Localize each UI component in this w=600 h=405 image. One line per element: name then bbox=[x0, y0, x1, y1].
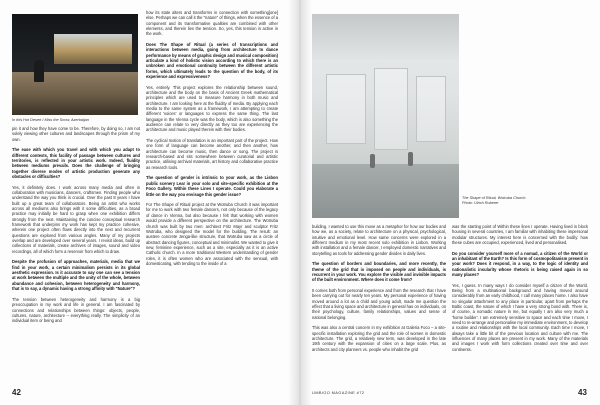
right-photo-caption-title: The Shape of Ritual, Wotruba Church. bbox=[462, 196, 527, 200]
interview-answer: pin it and how they have come to be. Therefore, by doing so, I am not solely viewing other cultures and landscapes through the prism of my own. bbox=[12, 126, 140, 142]
interview-answer: was the starting point of Within these lines I operate. Having lived in block housing in several countries, I am familiar with inhabiting these impersonal modular structures. My interest here is concerned with the bodily: how these cubes are occupied, experienced, lived and personalised. bbox=[452, 224, 588, 246]
photo-person bbox=[408, 152, 413, 166]
photo-person bbox=[370, 154, 375, 168]
interview-answer: This was also a central concern in my exhibition at Galeria Foco – a site-specific installation exploring the grid and the role of women in domestic architecture. The grid, a relatively new term, was developed in the late 19th century with the expansion of cities on a large scale. Plus, as architects and city planners vs. people who inhabit the grid bbox=[312, 325, 446, 352]
left-page-column-1 bbox=[12, 126, 140, 384]
interview-answer: The cyclical motion of translation is an important part of the project. How one form of language can become another, and then another, how architecture can become music, then dance or song. The project is research-based and sits somewhere between curatorial and artistic practice, utilising archival materials, art history and collaborative practice as research tools. bbox=[146, 138, 278, 170]
right-page-column-1 bbox=[312, 224, 446, 384]
photo-projection-screen bbox=[54, 34, 132, 64]
right-page-column-2 bbox=[452, 224, 588, 384]
interview-answer: The tension between heterogeneity and harmony is a big preoccupation in my work and life in general. I am fascinated by connections and relationships between things: objects, people, cultures, nature, architecture – everything really. The simplicity of an individual item or being and bbox=[12, 296, 140, 324]
photo-ceiling bbox=[312, 14, 459, 60]
right-photo-caption bbox=[462, 196, 588, 205]
interview-question: The question of borders and boundaries, and more recently, the theme of the grid that is imposed on people and individuals, is recurrent in your work. You explore the visible and invisible impacts of the built environment. Where does it come from? bbox=[312, 261, 446, 283]
interview-answer: It comes both from personal experience and from the research that I have been carrying out for nearly ten years. My personal experience of having moved around a lot as a child and young adult, made me question the effect that a living space and architecture in general has on individuals, on their psychology, culture, family relationships, values and sense of national belonging. bbox=[312, 288, 446, 320]
interview-question: Do you consider yourself more of a nomad, a citizen of the World or an inhabitant of the Earth? Is this form of cosmopolitanism present in your work? Does it respond, in a way, to the logic of identity and nationalistic insularity whose rhetoric is being raised again in so many places? bbox=[452, 250, 588, 278]
left-page-number: 42 bbox=[12, 388, 21, 397]
magazine-footer: UMBIGO MAGAZINE #72 bbox=[312, 390, 365, 395]
photo-figure bbox=[34, 60, 44, 82]
interview-question: Does The Shape of Ritual (a series of transcriptions and interactions between media, going from architecture to dance performance by means of graphic design and musical composition) articulate a kind of holistic vision according to which there is an unbroken and emotional continuity between the different artistic forms, which ultimately leads to the question of the body, of its experience and expressiveness? bbox=[146, 42, 278, 80]
photo-window-frame bbox=[374, 68, 408, 150]
photo-concrete-floor bbox=[312, 164, 459, 218]
interview-question: The question of gender is intrinsic to your work, as the Lisbon public scenery Lear in your solo and site-specific exhibition at the Foco Gallery. Within these Lines I operate. Could you elaborate a little on the way you envisage this gender issue? bbox=[146, 175, 278, 197]
interview-question: The ease with which you travel and with which you adapt to different contexts, this facility of passage between cultures and territories, is reflected in your artistic work. Indeed, fluidity between mediums prevails. Does the challenge of bringing together diverse modes of artistic production generate any obstacles or difficulties? bbox=[12, 147, 140, 180]
interview-answer: Yes, entirely. This project explores the relationship between sound, architecture and the body on the basis of Ancient Greek mathematical principles which are used to measure harmony in both music and architecture. I am looking here at the fluidity of media. By applying each media to the same system as a framework, I am attempting to create different 'voices' or languages to express the same thing. The last language in the Vienna cycle was the body, which is also something the audience can relate to very directly as they too are experiencing the architecture and music played therein with their bodies. bbox=[146, 84, 278, 133]
interview-answer: Yes, it definitely does. I work across many media and often in collaboration with musicians, dancers, craftsmen. Finding people who understand the way you think is crucial. Over the past 8 years I have built up a great team of collaborators. Being an artist who works across all mediums also brings with it some difficulties, as a broad practice may initially be hard to grasp when one exhibition differs strongly from the next. Maintaining the concise conceptual research framework that underpins my work has kept my practice cohesive, wherein one project often flows directly into the next and recurrent questions are explored from various angles. Many of my projects overlap and are developed over several years. I revisit ideas, build up collections of materials, create archives of images, sound and video recordings, all of which form a reservoir from which to draw. bbox=[12, 184, 140, 254]
left-page-column-2 bbox=[146, 10, 278, 384]
right-photo-caption-credit: Photo: Ulrich Ruberer bbox=[462, 200, 499, 205]
right-page-photo bbox=[312, 14, 459, 218]
interview-question: Despite the profusion of approaches, materials, media that we find in your work, a certain minimalism persists in its global aesthetic expression. Is it accurate to say one can see a tension at work between the multiple and the unity of the whole, between abundance and cohesion, between heterogeneity and harmony, that is to say, a dynamic having a strong affinity with "Nature"? bbox=[12, 259, 140, 292]
interview-answer: Yes, I guess. In many ways I do consider myself a citizen of the World. Being from a multinational background and having moved around considerably from an early childhood, I call many places home. I also have no singular attachment to any place in particular, apart from perhaps the Baltic coast, the nature of which I have a very strong bond with. There is, of course, a nomadic nature in me, but equally I am also very much a 'home builder'. I am extremely sensitive to space and each time I move, I need to re-arrange and personalise my immediate environment, to develop a routine and relationships with the local community. Each time I move, I always take a little bit of the previous location and culture with me. The influences of many places are present in my work. Many of the materials and images I work with form collections created over time and over continents. bbox=[452, 282, 588, 352]
photo-window-frame bbox=[416, 76, 446, 142]
interview-answer: building. I wanted to use this move as a metaphor for how our bodies and how we, as a society, relate to architecture on a physical, psychological, intuitive and emotional level. How same concerns were explored in a different medium in my most recent solo exhibition in Lisbon. Working with installation and a female dancer, I employed domestic narratives and storytelling as tools for addressing gender divides in daily lives. bbox=[312, 224, 446, 256]
photo-sand-floor bbox=[12, 72, 138, 115]
interview-answer: For The Shape of Ritual project at the Wotruba Church it was important for me to work with two female dancers, not only because of the legacy of dance in Vienna, but also because I felt that working with women would provide a different perspective on the architecture. The Wotruba church was built by two men: architect Fritz Mayr and sculptor Fritz Wotruba, who designed the model for the building. The result: an austere concrete Jenga-like structure, that Wotruba saw as a circle of abstract dancing figures, conceptual and minimalist. We wanted to give it new, feminine experience, such as a site, especially as it is an active Catholic church. In a more traditional Western understanding of gender roles, it is often women who are associated with the sensual, with domesticating, with tending to the inside of a bbox=[146, 202, 278, 266]
photo-window-frame bbox=[326, 74, 366, 144]
right-page-number: 43 bbox=[578, 388, 587, 397]
interview-answer: how its state alters and transforms in connection with something[one] else. Perhaps we can call it the "nature" of things, when the essence of a component and its transformative qualities are combined with other elements, and therein lies the tension. So, yes, this tension is active in the work. bbox=[146, 10, 278, 37]
left-photo-caption: In this Hot Desert I Miss the Snow, Azerbaijan bbox=[12, 118, 89, 122]
left-page-photo bbox=[12, 14, 138, 115]
